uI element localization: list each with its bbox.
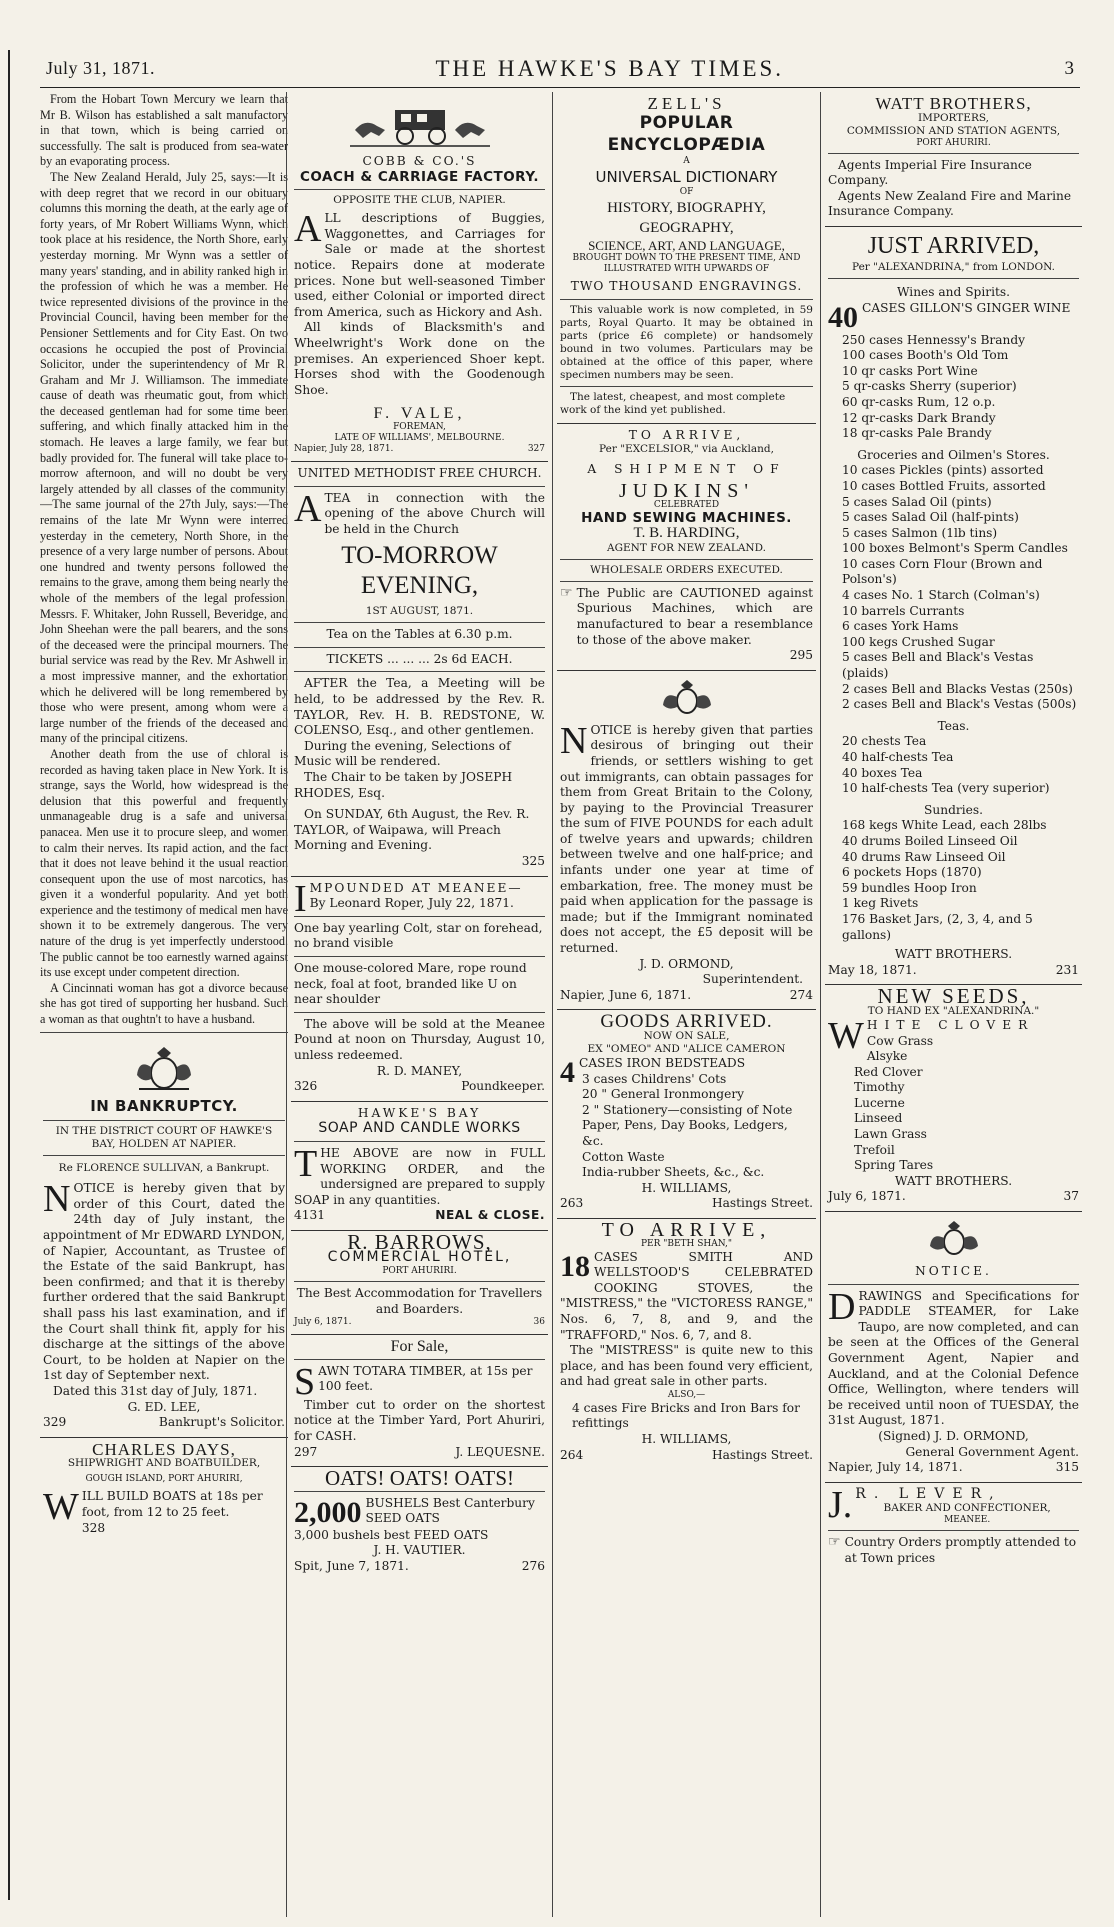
- divider: [43, 1120, 285, 1121]
- divider: [560, 559, 813, 560]
- list-item: Linseed: [854, 1111, 903, 1126]
- ad-body: ILL BUILD BOATS at 18s per foot, from 12 to 25 feet.: [81, 1489, 263, 1519]
- list-item: Cow Grass: [866, 1033, 934, 1048]
- list-item: Spring Tares: [854, 1158, 934, 1173]
- divider: [294, 1281, 545, 1282]
- divider: [294, 647, 545, 648]
- cobb-line2: COACH & CARRIAGE FACTORY.: [299, 168, 539, 185]
- pointing-hand-icon: ☞: [828, 1534, 841, 1551]
- signer-role: Bankrupt's Solicitor.: [158, 1415, 285, 1430]
- list-item: 10 barrels Currants: [842, 603, 965, 618]
- sundries-list: [828, 818, 1079, 943]
- list-item: 6 pockets Hops (1870): [842, 865, 982, 880]
- list-item: Lucerne: [854, 1095, 905, 1110]
- news-section: [40, 92, 288, 1028]
- seed-item: HITE CLOVER: [866, 1017, 1035, 1032]
- ad-date: Napier, July 14, 1871.: [828, 1460, 963, 1475]
- issue-date: July 31, 1871.: [46, 58, 156, 78]
- grocery-list: [828, 463, 1079, 713]
- signer: (Signed) J. D. ORMOND,: [878, 1428, 1029, 1443]
- court-name: IN THE DISTRICT COURT OF HAWKE'S BAY, HOLDEN AT NAPIER.: [55, 1125, 273, 1151]
- divider: [294, 671, 545, 672]
- list-item: 40 boxes Tea: [842, 765, 923, 780]
- zell-encyclopaedia-ad: [557, 92, 816, 424]
- ad-date: July 6, 1871.: [294, 1317, 352, 1328]
- arrival-title: TO ARRIVE,: [601, 1218, 772, 1241]
- ad-body: HE ABOVE are now in FULL WORKING ORDER, and the undersigned are prepared to supply SOAP in any quantities.: [294, 1145, 545, 1207]
- arrived-vessel: Per "ALEXANDRINA," from LONDON.: [851, 260, 1055, 273]
- ad-number: 231: [1055, 962, 1079, 977]
- list-item: 10 cases Pickles (pints) assorted: [842, 463, 1044, 478]
- divider: [294, 916, 545, 917]
- signer: J. H. VAUTIER.: [373, 1543, 466, 1558]
- divider: [294, 956, 545, 957]
- church-title: UNITED METHODIST FREE CHURCH.: [297, 465, 542, 480]
- signer: H. WILLIAMS,: [641, 1432, 732, 1447]
- section-heading: Groceries and Oilmen's Stores.: [857, 447, 1050, 462]
- signer-previous: LATE OF WILLIAMS', MELBOURNE.: [334, 432, 505, 443]
- ad-body-2: The latest, cheapest, and most complete work of the kind yet published.: [560, 390, 786, 416]
- list-item: 2 cases Bell and Blacks Vestas (250s): [842, 681, 1073, 696]
- notice-date: Dated this 31st day of July, 1871.: [53, 1383, 258, 1398]
- signer: WATT BROTHERS.: [894, 1173, 1013, 1188]
- page-number: 3: [1064, 57, 1074, 79]
- watt-brothers-ad: [825, 92, 1082, 227]
- divider: [294, 1141, 545, 1142]
- ad-number: 274: [789, 987, 813, 1002]
- goods-ex: EX "OMEO" AND "ALICE CAMERON: [587, 1043, 786, 1055]
- divider: [560, 299, 813, 300]
- list-item: 10 half-chests Tea (very superior): [842, 781, 1050, 796]
- firm-location: PORT AHURIRI.: [916, 137, 991, 148]
- drop-cap: W: [828, 1014, 864, 1057]
- product-name: HAND SEWING MACHINES.: [581, 509, 792, 526]
- divider: [294, 1012, 545, 1013]
- list-item: 59 bundles Hoop Iron: [842, 880, 977, 895]
- signer: J. D. ORMOND,: [639, 956, 734, 971]
- arrived-title: JUST ARRIVED,: [867, 232, 1040, 259]
- column-4: [820, 92, 1082, 1917]
- shipment-line: A SHIPMENT OF: [587, 462, 786, 477]
- divider: [294, 189, 545, 190]
- list-item: 40 drums Boiled Linseed Oil: [842, 833, 1018, 848]
- drop-cap: S: [294, 1360, 316, 1403]
- list-item: 176 Basket Jars, (2, 3, 4, and 5 gallons): [842, 911, 1033, 942]
- hotelier-name: R. BARROWS,: [347, 1229, 492, 1254]
- tea-list: [828, 734, 1079, 796]
- goods-item: India-rubber Sheets, &c., &c.: [582, 1165, 765, 1180]
- hotel-name: COMMERCIAL HOTEL,: [327, 1249, 512, 1266]
- ad-number: 328: [81, 1520, 106, 1535]
- first-item: CASES GILLON'S GINGER WINE: [862, 300, 1071, 315]
- ad-number: 326: [294, 1079, 318, 1094]
- drop-cap: N: [43, 1178, 71, 1221]
- list-item: 20 chests Tea: [842, 734, 927, 749]
- goods-item: Cotton Waste: [582, 1149, 665, 1164]
- ad-number: 315: [1055, 1460, 1079, 1475]
- list-item: Timothy: [854, 1080, 905, 1095]
- seed-list: [828, 1034, 1079, 1174]
- divider: [560, 386, 813, 387]
- ad-number: 297: [294, 1444, 318, 1459]
- divider: [294, 486, 545, 487]
- news-paragraph: A Cincinnati woman has got a divorce because she has got tired of supporting her husband. Such a woman as that oughtn't to have a husband.: [40, 980, 288, 1027]
- wholesale-note: WHOLESALE ORDERS EXECUTED.: [590, 563, 783, 576]
- hotel-location: PORT AHURIRI.: [382, 1266, 457, 1277]
- ad-body-2: Timber cut to order on the shortest notice at the Timber Yard, Port Ahuriri, for CASH.: [294, 1397, 545, 1444]
- firm-role: IMPORTERS,: [917, 111, 990, 124]
- list-item: 5 cases Salad Oil (pints): [842, 494, 992, 509]
- goods-quantity: 4: [560, 1056, 575, 1089]
- ad-body: TEA in connection with the opening of the above Church will be held in the Church: [324, 490, 545, 536]
- drop-cap: N: [560, 719, 588, 762]
- meeting-info: AFTER the Tea, a Meeting will be held, to be addressed by the Rev. R. TAYLOR, Rev. H. B. REDSTONE, W. COLENSO, Esq., and other gentlemen.: [294, 676, 545, 738]
- goods-sale: NOW ON SALE,: [643, 1030, 730, 1042]
- for-sale-ad: [291, 1335, 548, 1467]
- firm-name: WATT BROTHERS,: [875, 94, 1032, 113]
- divider: [40, 1032, 288, 1033]
- music-info: During the evening, Selections of Music will be rendered.: [294, 738, 511, 769]
- advertiser-trade: SHIPWRIGHT AND BOATBUILDER,: [67, 1457, 261, 1470]
- zell-a: A: [683, 155, 690, 166]
- event-headline: TO-MORROW EVENING,: [341, 542, 498, 600]
- goods-arrived-ad: [557, 1010, 816, 1219]
- ad-number: 264: [560, 1447, 584, 1462]
- drop-cap: A: [294, 487, 322, 530]
- impound-by: By Leonard Roper, July 22, 1871.: [309, 896, 514, 911]
- ad-body: BUSHELS Best Canterbury SEED OATS: [365, 1495, 535, 1526]
- oats-quantity: 2,000: [294, 1495, 362, 1529]
- drop-cap: W: [43, 1486, 79, 1529]
- list-item: 2 cases Bell and Black's Vestas (500s): [842, 697, 1077, 712]
- ad-number: 37: [1063, 1189, 1079, 1204]
- drop-cap: T: [294, 1142, 318, 1185]
- seeds-subtitle: TO HAND EX "ALEXANDRINA.": [867, 1004, 1040, 1017]
- signer-role: General Government Agent.: [905, 1444, 1079, 1459]
- chair-info: The Chair to be taken by JOSEPH RHODES, Esq.: [294, 770, 513, 800]
- agent-name: T. B. HARDING,: [633, 525, 740, 542]
- ad-body: This valuable work is now completed, in 59 parts, Royal Quarto. It may be obtained in parts (price £6 complete) or handsomely bound in two volumes. Particulars may be obtained at the office of this paper, where specimen numbers may be seen.: [560, 303, 813, 381]
- agency-line: Agents New Zealand Fire and Marine Insurance Company.: [828, 188, 1072, 219]
- ad-body-2: All kinds of Blacksmith's and Wheelwright's Work done on the premises. An experienced Shoer kept. Horses shod with the Goodenough Shoe.: [294, 320, 545, 397]
- signer-role: FOREMAN,: [393, 421, 446, 432]
- masthead: [40, 50, 1080, 88]
- ad-number: 36: [533, 1317, 545, 1328]
- cooking-stoves-ad: [557, 1219, 816, 1469]
- news-paragraph: Another death from the use of chloral is recorded as having taken place in New York. It is strange, says the World, how widespread is the delusion that this powerful and frequently unmanageable drug is a safe and universal panacea. Men use it to procure sleep, and women to calm their nerves. Its rapid action, and the fact that it does not leave behind it the usual reaction consequent upon the use of most narcotics, has given it a wonderful popularity. And yet both experience and the testimony of medical men have shown it to be extremely dangerous. The very nature of the drug is yet imperfectly understood. The public cannot be too earnestly warned against its use except under competent direction.: [40, 746, 288, 980]
- seeds-title: NEW SEEDS,: [877, 984, 1030, 1009]
- list-item: Lawn Grass: [854, 1127, 927, 1142]
- drop-cap: I: [294, 877, 307, 920]
- bankruptcy-title: IN BANKRUPTCY.: [90, 1096, 238, 1115]
- divider: [560, 581, 813, 582]
- goods-title: GOODS ARRIVED.: [600, 1011, 773, 1033]
- new-seeds-ad: [825, 985, 1082, 1212]
- impound-title: MPOUNDED AT MEANEE—: [309, 880, 523, 895]
- ad-date: Napier, July 28, 1871.: [294, 443, 394, 454]
- ad-number: 327: [527, 443, 545, 454]
- signer: WATT BROTHERS.: [894, 947, 1013, 962]
- tea-time: Tea on the Tables at 6.30 p.m.: [326, 627, 513, 642]
- judkins-machines-ad: [557, 424, 816, 671]
- agency-line: Agents Imperial Fire Insurance Company.: [828, 157, 1032, 188]
- methodist-church-ad: [291, 462, 548, 877]
- list-item: 100 cases Booth's Old Tom: [842, 348, 1009, 363]
- agent-role: AGENT FOR NEW ZEALAND.: [607, 541, 766, 554]
- ad-date: May 18, 1871.: [828, 962, 917, 977]
- list-item: 18 qr-casks Pale Brandy: [842, 426, 992, 441]
- list-item: 5 cases Bell and Black's Vestas (plaids): [842, 650, 1034, 681]
- list-item: 250 cases Hennessy's Brandy: [842, 332, 1026, 347]
- firm-name: NEAL & CLOSE.: [435, 1208, 545, 1223]
- section-heading: Sundries.: [924, 802, 983, 817]
- impounded-ad: [291, 877, 548, 1102]
- list-item: 10 qr casks Port Wine: [842, 363, 978, 378]
- notice-body: RAWINGS and Specifications for PADDLE STEAMER, for Lake Taupo, are now completed, and can be seen at the Offices of the General Government Agent, Napier and Auckland, and at the Colonial Defence Office, Wellington, where tenders will be received until noon of TUESDAY, the 31st August, 1871.: [828, 1288, 1079, 1428]
- baker-trade: BAKER AND CONFECTIONER,: [883, 1502, 1051, 1515]
- list-item: 5 qr-casks Sherry (superior): [842, 379, 1017, 394]
- signer: J. LEQUESNE.: [455, 1444, 545, 1459]
- baker-place: MEANEE.: [944, 1515, 991, 1526]
- list-item: 168 kegs White Lead, each 28lbs: [842, 818, 1047, 833]
- zell-line4: HISTORY, BIOGRAPHY, GEOGRAPHY,: [607, 199, 766, 236]
- ad-body: CASES SMITH AND WELLSTOOD'S CELEBRATED COOKING STOVES, the "MISTRESS," the "VICTORESS RANGE," Nos. 6, 7, 8, and 9, and the "TRAFFORD," Nos. 6, 7, and 8.: [560, 1249, 813, 1342]
- signer: H. WILLIAMS,: [641, 1180, 732, 1195]
- cobb-opposite: OPPOSITE THE CLUB, NAPIER.: [333, 194, 506, 207]
- pointing-hand-icon: ☞: [560, 584, 573, 601]
- goods-item: CASES IRON BEDSTEADS: [579, 1056, 746, 1070]
- list-item: Trefoil: [854, 1142, 895, 1157]
- news-paragraph: The New Zealand Herald, July 25, says:—It is with deep regret that we record in our obituary columns this morning the death, at the early age of forty years, of Mr Robert Williams Wynn, which took place at his residence, the North Shore, early yesterday morning. Mr Wynn was a settler of many years' standing, and in ability ranked high in the profession of which he was a member. He twice represented divisions of the province in the Provincial Council, having been member for the Pensioner Settlements and for City East. On two occasions he occupied the post of Provincial Solicitor, under the superintendency of Mr R. Graham and Mr J. Williamson. The immediate cause of death was rheumatic gout, from which the deceased gentleman had for some time been suffering, and which finally attacked him in the stomach. He leaves a large family, we fear but badly provided for. The funeral will take place to-morrow afternoon, and will no doubt be very largely attended by all classes of the community.—The same journal of the 27th July, says:—The remains of the late Mr Wynn were interred yesterday in the cemetery, North Shore, in the presence of a very large number of persons. About one hundred and twenty persons followed the remains to the grave, among them being nearly the whole of the members of the legal profession. Messrs. F. Whitaker, John Russell, Beveridge, and John Sheehan were the pall bearers, and the sons of the deceased were the principal mourners. The burial service was read by the Rev. Mr Ashwell in a most impressive manner, and the exhortation which he delivered will be long remembered by those who were present, among whom were a large number of the friends of the deceased and many of the principal citizens.: [40, 169, 288, 746]
- signer: R. D. MANEY,: [376, 1063, 463, 1078]
- list-item: 100 boxes Belmont's Sperm Candles: [842, 541, 1068, 556]
- impound-sale: The above will be sold at the Meanee Pound at noon on Thursday, August 10, unless redeemed.: [294, 1016, 545, 1062]
- drop-cap: A: [294, 208, 322, 251]
- wine-list: [828, 333, 1079, 442]
- ad-body: Country Orders promptly attended to at Town prices: [844, 1535, 1077, 1565]
- bankruptcy-notice: [40, 1037, 288, 1438]
- lever-bakery-ad: [825, 1483, 1082, 1573]
- ad-body-2: The "MISTRESS" is quite new to this place, and has been found very efficient, and had great sale in other parts.: [560, 1343, 813, 1389]
- also-item: 4 cases Fire Bricks and Iron Bars for refittings: [572, 1400, 800, 1431]
- ad-number: 4131: [294, 1208, 326, 1223]
- zell-line2: POPULAR ENCYCLOPÆDIA: [607, 112, 766, 155]
- signer-address: Hastings Street.: [712, 1196, 813, 1211]
- signer-address: Hastings Street.: [712, 1447, 813, 1462]
- oats-ad: [291, 1467, 548, 1580]
- zell-line3: UNIVERSAL DICTIONARY: [595, 167, 778, 186]
- zell-line7: TWO THOUSAND ENGRAVINGS.: [570, 279, 803, 294]
- column-1: [40, 92, 288, 1917]
- signer-role: Superintendent.: [702, 972, 803, 987]
- immigration-notice: [557, 671, 816, 1011]
- coach-icon: [345, 100, 495, 150]
- list-item: 10 cases Bottled Fruits, assorted: [842, 478, 1046, 493]
- sunday-info: On SUNDAY, 6th August, the Rev. R. TAYLOR, of Waipawa, will Preach Morning and Evening.: [294, 807, 530, 853]
- impound-item: One mouse-colored Mare, rope round neck, foal at foot, branded like U on near shoulder: [294, 960, 527, 1007]
- caution-text: The Public are CAUTIONED against Spurious Machines, which are manufactured to bear a resemblance to those of the above maker.: [576, 585, 813, 647]
- list-item: 12 qr-casks Dark Brandy: [842, 410, 996, 425]
- list-item: Alsyke: [866, 1049, 908, 1064]
- list-item: 6 cases York Hams: [842, 619, 959, 634]
- soap-line1: HAWKE'S BAY: [357, 1105, 482, 1120]
- list-item: 40 half-chests Tea: [842, 750, 954, 764]
- zell-of: OF: [679, 186, 694, 197]
- list-item: 1 keg Rivets: [842, 896, 919, 911]
- signer-role: Poundkeeper.: [461, 1079, 545, 1094]
- newspaper-title: THE HAWKE'S BAY TIMES.: [435, 55, 785, 81]
- list-item: 100 kegs Crushed Sugar: [842, 634, 995, 649]
- left-rule: [8, 50, 10, 1900]
- for-sale-title: For Sale,: [390, 1338, 449, 1356]
- drop-cap: J.: [828, 1483, 853, 1526]
- impound-item: One bay yearling Colt, star on forehead, no brand visible: [294, 920, 543, 951]
- column-3: [552, 92, 816, 1917]
- ad-number: 295: [789, 648, 813, 663]
- advertiser-address: GOUGH ISLAND, PORT AHURIRI,: [85, 1474, 243, 1485]
- divider: [828, 278, 1079, 279]
- divider: [828, 1530, 1079, 1531]
- ad-number: 276: [521, 1559, 545, 1573]
- event-date: 1ST AUGUST, 1871.: [365, 605, 474, 618]
- list-item: 40 drums Raw Linseed Oil: [842, 849, 1006, 864]
- list-item: 5 cases Salmon (1lb tins): [842, 525, 998, 540]
- zell-line6: BROUGHT DOWN TO THE PRESENT TIME, AND ILLUSTRATED WITH UPWARDS OF: [572, 253, 801, 275]
- charles-days-ad: [40, 1438, 288, 1542]
- news-paragraph: From the Hobart Town Mercury we learn that Mr B. Wilson has established a salt manufactory in that town, which is being carried on successfully. The salt is produced from sea-water by an evaporating process.: [40, 92, 288, 169]
- ad-body: LL descriptions of Buggies, Waggonettes, and Carriages for Sale or made at the shortest notice. Repairs done at moderate prices. None but well-seasoned Timber used, either Colonial or imported direct from America, such as Hickory and Ash.: [294, 211, 545, 319]
- notice-body: OTICE is hereby given that parties desirous of bringing out their friends, or settlers wishing to get out immigrants, can obtain passages for them from Great Britain to the Colony, by paying to the Provincial Treasurer the sum of FIVE POUNDS for each adult of twelve years and upwards; children between twelve and one half-price; and infants under one year at time of embarkation, free. The money must be paid when application for the passage is made; but if the Immigrant nominated does not accept, the £5 deposit will be returned.: [560, 722, 813, 956]
- list-item: 4 cases No. 1 Starch (Colman's): [842, 588, 1040, 603]
- section-heading: Wines and Spirits.: [897, 284, 1010, 299]
- drop-cap: D: [828, 1285, 856, 1328]
- list-item: 10 cases Corn Flour (Brown and Polson's): [842, 556, 1043, 587]
- divider: [828, 153, 1079, 154]
- royal-arms-icon: [924, 1220, 984, 1260]
- divider: [828, 1284, 1079, 1285]
- zell-line5: SCIENCE, ART, AND LANGUAGE,: [588, 237, 785, 253]
- celebrated-label: CELEBRATED: [653, 499, 720, 510]
- ad-number: 325: [521, 854, 545, 868]
- royal-arms-icon: [129, 1045, 199, 1093]
- royal-arms-icon: [657, 679, 717, 719]
- list-item: 60 qr-casks Rum, 12 o.p.: [842, 394, 996, 409]
- divider: [294, 622, 545, 623]
- also-label: ALSO,—: [667, 1389, 706, 1400]
- section-heading: Teas.: [937, 718, 970, 733]
- ad-number: 263: [560, 1196, 584, 1211]
- goods-item: 3 cases Childrens' Cots: [582, 1071, 727, 1086]
- list-item: Red Clover: [854, 1064, 923, 1079]
- notice-title: NOTICE.: [915, 1264, 992, 1279]
- advertiser-name: CHARLES DAYS,: [92, 1439, 236, 1459]
- notice-body: OTICE is hereby given that by order of this Court, dated the 24th day of July instant, the appointment of Mr EDWARD LYNDON, of Napier, Accountant, as Trustee of the Estate of the said Bankrupt, has been confirmed; and that it is thereby further ordered that the said Bankrupt shall pass his last examination, and if the Court shall think fit, apply for his discharge at the sittings of the above Court, to be holden at Napier on the 1st day of September next.: [43, 1181, 285, 1383]
- soap-line2: SOAP AND CANDLE WORKS: [318, 1120, 521, 1137]
- ad-date: July 6, 1871.: [828, 1189, 906, 1204]
- signer: F. VALE,: [373, 405, 466, 423]
- cobb-coach-ad: [291, 92, 548, 462]
- ad-body-2: 3,000 bushels best FEED OATS: [294, 1527, 489, 1542]
- divider: [294, 1491, 545, 1492]
- stoves-quantity: 18: [560, 1249, 590, 1283]
- arrival-vessel: Per "EXCELSIOR," via Auckland,: [599, 443, 774, 456]
- baker-name: R. LEVER,: [855, 1485, 1002, 1502]
- cobb-line1: COBB & CO.'S: [362, 154, 477, 168]
- ad-date: Napier, June 6, 1871.: [560, 987, 692, 1002]
- ad-body: AWN TOTARA TIMBER, at 15s per 100 feet.: [318, 1363, 533, 1394]
- list-item: 5 cases Salad Oil (half-pints): [842, 510, 1019, 525]
- zell-line1: ZELL'S: [647, 94, 726, 113]
- arrival-title: TO ARRIVE,: [628, 427, 745, 442]
- first-item-quantity: 40: [828, 300, 858, 334]
- oats-title: OATS! OATS! OATS!: [324, 1466, 514, 1491]
- goods-item: 20 " General Ironmongery: [582, 1087, 745, 1102]
- divider: [294, 1359, 545, 1360]
- firm-role-2: COMMISSION AND STATION AGENTS,: [846, 124, 1061, 137]
- paddle-steamer-notice: [825, 1212, 1082, 1483]
- bankrupt-name: Re FLORENCE SULLIVAN, a Bankrupt.: [58, 1162, 270, 1175]
- divider: [43, 1155, 285, 1156]
- ad-date: Spit, June 7, 1871.: [294, 1559, 409, 1573]
- soap-works-ad: [291, 1102, 548, 1231]
- barrows-hotel-ad: [291, 1231, 548, 1335]
- goods-item: 2 " Stationery—consisting of Note Paper, Pens, Day Books, Ledgers, &c.: [582, 1102, 793, 1148]
- column-2: [286, 92, 548, 1917]
- ad-number: 329: [43, 1415, 67, 1430]
- just-arrived-ad: [825, 227, 1082, 985]
- brand-name: JUDKINS': [619, 479, 754, 502]
- arrival-vessel: PER "BETH SHAN,": [640, 1238, 733, 1249]
- signer: G. ED. LEE,: [127, 1399, 201, 1414]
- ticket-price: TICKETS ... ... ... 2s 6d EACH.: [326, 651, 513, 666]
- ad-body: The Best Accommodation for Travellers and Boarders.: [296, 1286, 543, 1316]
